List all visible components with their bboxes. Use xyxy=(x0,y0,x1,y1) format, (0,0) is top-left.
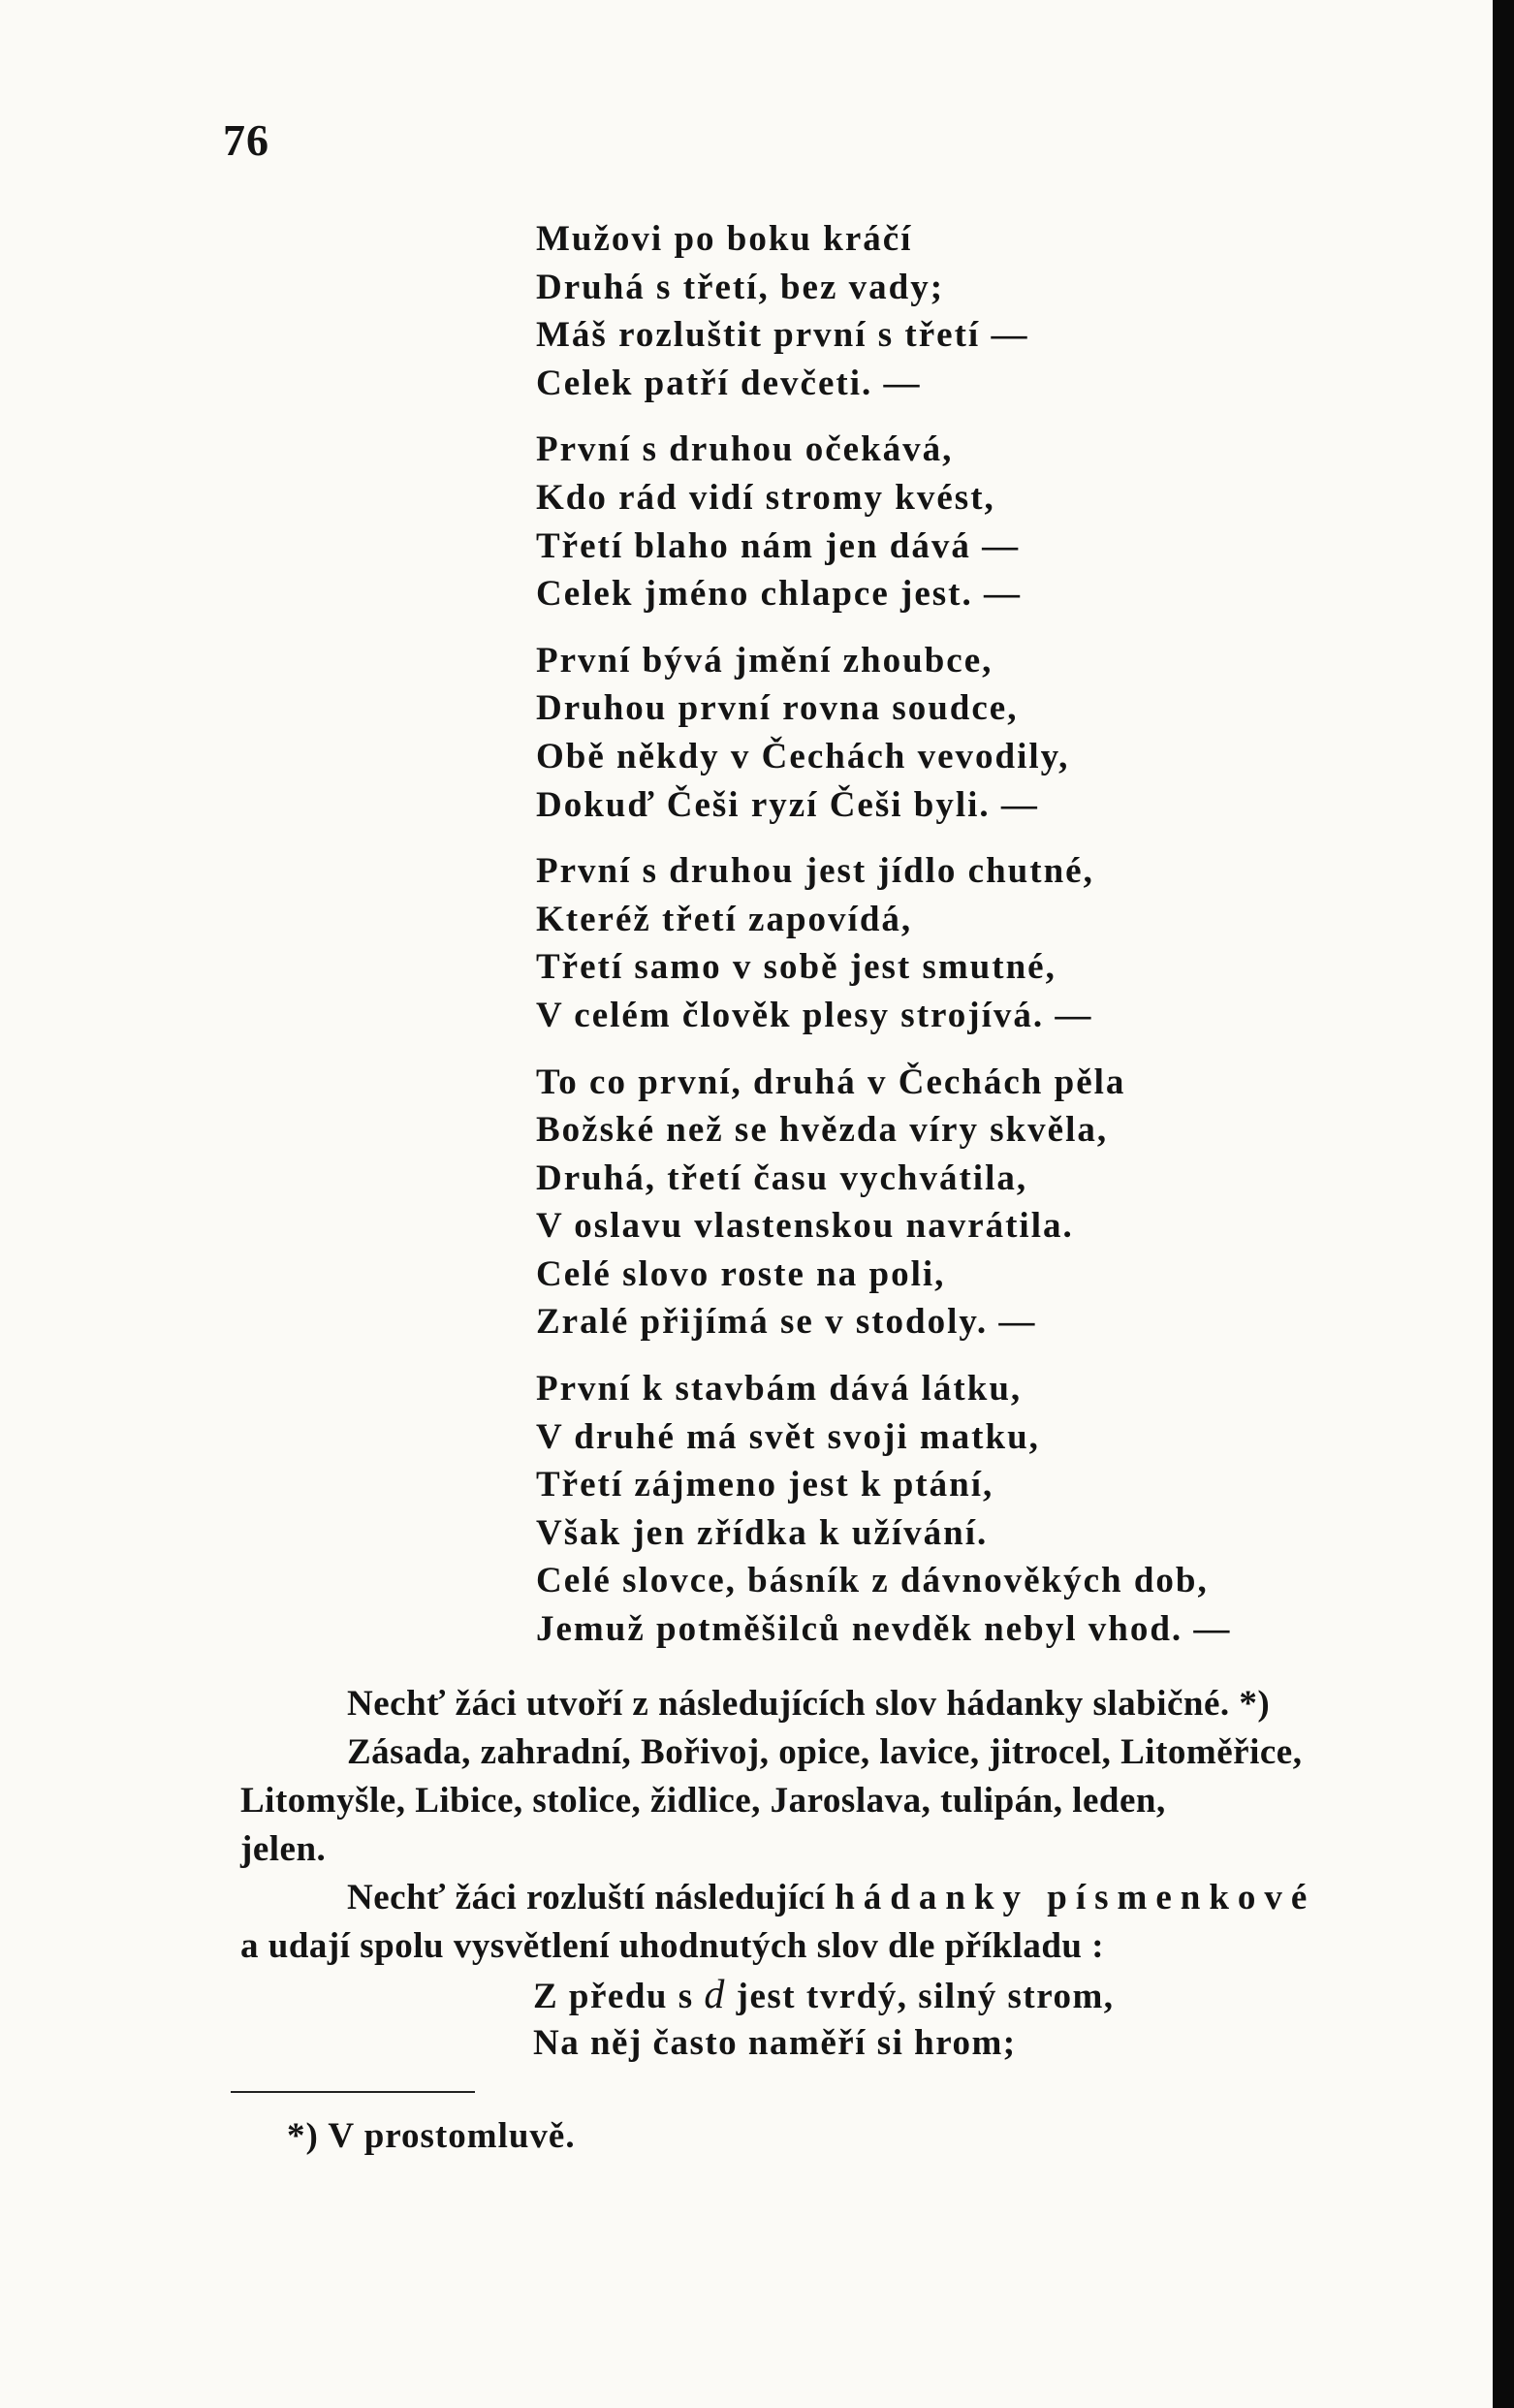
poem-line: Máš rozluštit první s třetí — xyxy=(536,315,1029,356)
riddle-text: Z předu s xyxy=(533,1977,694,2016)
poem-line: V celém člověk plesy strojívá. — xyxy=(536,995,1093,1035)
poem-line: Celé slovce, básník z dávnověkých dob, xyxy=(536,1561,1209,1601)
instruction-text: Nechť žáci rozluští následující xyxy=(347,1878,826,1917)
page-number: 76 xyxy=(223,115,269,165)
poem-line: Druhá s třetí, bez vady; xyxy=(536,267,945,307)
stanza xyxy=(536,426,1408,618)
instruction-syllable-riddles: Nechť žáci utvoří z následujících slov hádanky slabičné. *) xyxy=(347,1684,1271,1724)
footnote: *) V prostomluvě. xyxy=(287,2116,576,2156)
poem-line: Mužovi po boku kráčí xyxy=(536,219,913,259)
instruction-letter-riddles xyxy=(240,1874,1442,1922)
poem-line: Třetí zájmeno jest k ptání, xyxy=(536,1465,994,1505)
stanza xyxy=(536,637,1408,829)
poem-line: Celek patří devčeti. — xyxy=(536,363,922,403)
poem-line: Třetí samo v sobě jest smutné, xyxy=(536,947,1057,988)
riddle-poem xyxy=(536,215,1408,1672)
poem-line: Božské než se hvězda víry skvěla, xyxy=(536,1110,1109,1151)
stanza xyxy=(536,847,1408,1039)
poem-line: První k stavbám dává látku, xyxy=(536,1369,1023,1410)
poem-line: Však jen zřídka k užívání. xyxy=(536,1512,989,1553)
poem-line: V druhé má svět svoji matku, xyxy=(536,1416,1040,1457)
stanza xyxy=(536,1059,1408,1347)
poem-line: Celé slovo roste na poli, xyxy=(536,1253,946,1294)
word-list-line: Zásada, zahradní, Bořivoj, opice, lavice, jitrocel, Litoměřice, xyxy=(347,1732,1303,1772)
poem-line: První s druhou očekává, xyxy=(536,429,954,470)
poem-line: Třetí blaho nám jen dává — xyxy=(536,525,1021,566)
poem-line: Celek jméno chlapce jest. — xyxy=(536,574,1022,615)
riddle-line xyxy=(240,1971,1442,2019)
poem-line: To co první, druhá v Čechách pěla xyxy=(536,1061,1126,1102)
poem-line: Druhá, třetí času vychvátila, xyxy=(536,1157,1028,1198)
stanza xyxy=(536,1365,1408,1654)
poem-line: Druhou první rovna soudce, xyxy=(536,688,1019,729)
poem-line: Dokuď Češi ryzí Češi byli. — xyxy=(536,784,1039,825)
instruction-continuation: a udají spolu vysvětlení uhodnutých slov dle příkladu : xyxy=(240,1926,1105,1966)
exercise-text xyxy=(240,1680,1442,2068)
poem-line: Zralé přijímá se v stodoly. — xyxy=(536,1302,1037,1343)
poem-line: Obě někdy v Čechách vevodily, xyxy=(536,736,1070,776)
stanza xyxy=(536,215,1408,407)
poem-line: První bývá jmění zhoubce, xyxy=(536,640,994,681)
word-list-line: jelen. xyxy=(240,1829,327,1869)
riddle-letter: d xyxy=(704,1973,726,2017)
poem-line: V oslavu vlastenskou navrátila. xyxy=(536,1206,1074,1247)
word-list-line: Litomyšle, Libice, stolice, židlice, Jaroslava, tulipán, leden, xyxy=(240,1781,1166,1821)
poem-line: První s druhou jest jídlo chutné, xyxy=(536,851,1094,892)
riddle-text: jest tvrdý, silný strom, xyxy=(736,1977,1115,2016)
poem-line: Kteréž třetí zapovídá, xyxy=(536,899,913,939)
poem-line: Kdo rád vidí stromy kvést, xyxy=(536,477,995,518)
poem-line: Jemuž potměšilců nevděk nebyl vhod. — xyxy=(536,1609,1232,1650)
spaced-emphasis: hádanky písmenkové xyxy=(835,1878,1316,1917)
riddle-line: Na něj často naměří si hrom; xyxy=(533,2023,1017,2063)
footnote-divider xyxy=(231,2091,475,2093)
